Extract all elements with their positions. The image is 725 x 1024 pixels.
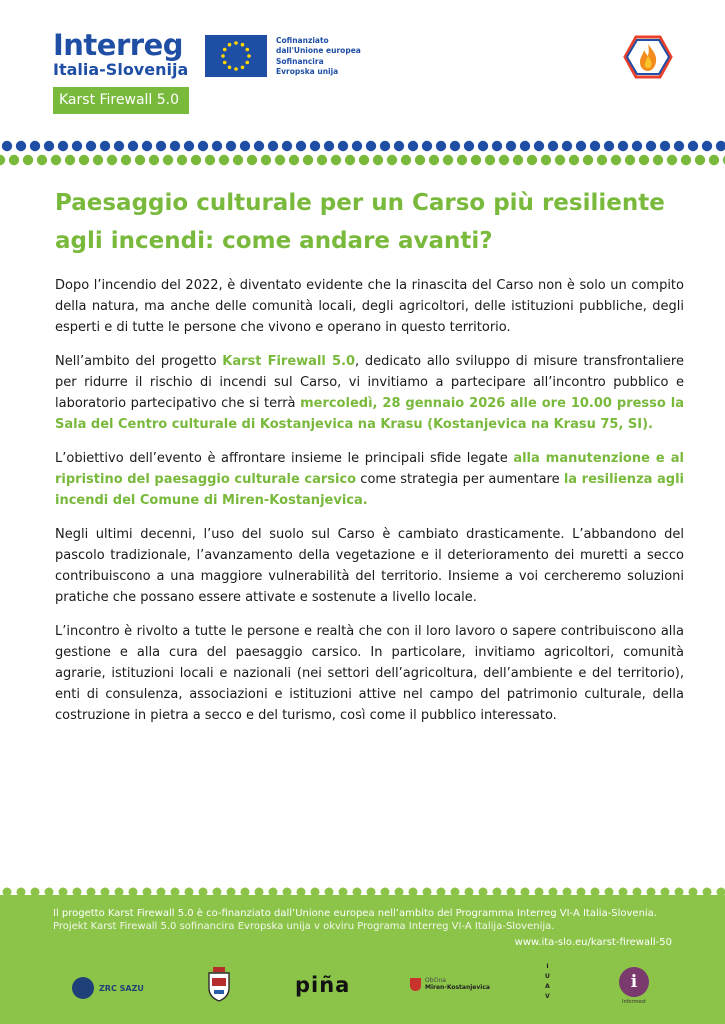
informest-label: Informest bbox=[622, 999, 646, 1005]
project-badge: Karst Firewall 5.0 bbox=[53, 87, 189, 114]
miren-label: Miren-Kostanjevica bbox=[425, 984, 490, 991]
paragraph-2 bbox=[55, 351, 684, 435]
paragraph-4: Negli ultimi decenni, l’uso del suolo sul Carso è cambiato drasticamente. L’abbandono del pascolo tradizionale, l’avanzamento della vegetazione e il deterioramento dei muretti a secco contribuiscono a una maggiore vulnerabilità del territorio. Insieme a voi cercheremo soluzioni pratiche che possano essere attivate e sostenute a livello locale. bbox=[55, 527, 684, 605]
zrc-label: ZRC SAZU bbox=[99, 983, 144, 993]
interreg-subtitle: Italia-Slovenija bbox=[53, 60, 189, 79]
zrc-globe-icon bbox=[72, 977, 94, 999]
article-body bbox=[55, 275, 684, 739]
eu-text-line: Cofinanziato bbox=[276, 36, 329, 45]
paragraph-2-text: Nell’ambito del progetto bbox=[55, 354, 223, 369]
eu-text-line: dall'Unione europea bbox=[276, 46, 361, 55]
info-circle-icon: i bbox=[619, 967, 649, 997]
eu-text-line: Sofinancira bbox=[276, 57, 324, 66]
partner-logo-informest bbox=[619, 967, 649, 1005]
iuav-letter: U bbox=[545, 973, 550, 980]
project-name-highlight: Karst Firewall 5.0 bbox=[222, 354, 355, 369]
coat-of-arms-icon bbox=[206, 966, 232, 1002]
partner-logo-miren-kostanjevica bbox=[410, 977, 490, 991]
footer-url-link[interactable]: www.ita-slo.eu/karst-firewall-50 bbox=[514, 937, 672, 948]
eu-flag-icon bbox=[205, 35, 267, 77]
iuav-letter: A bbox=[545, 983, 550, 990]
footer bbox=[0, 895, 725, 1024]
paragraph-2-text: , dedicato allo sviluppo di misure transfrontaliere per ridurre il rischio di incendi sul Carso, vi invitiamo a partecipare all’incontro pubblico e laboratorio partecipativo che si terrà bbox=[55, 354, 684, 411]
footer-line-slovenian: Projekt Karst Firewall 5.0 sofinancira Evropska unija v okviru Programa Interreg VI-A Italija-Slovenija. bbox=[53, 921, 555, 932]
paragraph-3-text: come strategia per aumentare bbox=[356, 472, 564, 487]
eu-cofinancing-text bbox=[276, 36, 361, 77]
footer-line-italian: Il progetto Karst Firewall 5.0 è co-finanziato dall’Unione europea nell’ambito del Programma Interreg VI-A Italia-Slovenia. bbox=[53, 908, 657, 919]
paragraph-1: Dopo l’incendio del 2022, è diventato evidente che la rinascita del Carso non è solo un compito della natura, ma anche delle comunità locali, degli agricoltori, delle istituzioni pubbliche, degli esperti e di tutte le persone che vivono e operano in questo territorio. bbox=[55, 278, 684, 335]
decorative-dot-border-top bbox=[0, 139, 725, 167]
iuav-letter: V bbox=[545, 993, 550, 1000]
miren-label-small: Občina bbox=[425, 977, 446, 984]
iuav-letter: I bbox=[546, 963, 549, 970]
footer-cofinancing bbox=[53, 907, 693, 933]
maintenance-highlight: alla manutenzione e al ripristino del paesaggio culturale carsico bbox=[55, 451, 684, 487]
miren-text bbox=[425, 977, 490, 991]
resilience-highlight: la resilienza agli incendi del Comune di Miren-Kostanjevica. bbox=[55, 472, 684, 508]
partner-logo-zrc-sazu bbox=[72, 977, 144, 999]
event-date-highlight: mercoledì, 28 gennaio 2026 alle ore 10.00 presso la Sala del Centro culturale di Kostanjevica na Krasu (Kostanjevica na Krasu 75, SI). bbox=[55, 396, 684, 432]
paragraph-5: L’incontro è rivolto a tutte le persone e realtà che con il loro lavoro o sapere contribuiscono alla gestione e alla cura del paesaggio carsico. In particolare, invitiamo agricoltori, comunità agrarie, istituzioni locali e nazionali (nei settori dell’agricoltura, dell’ambiente e del territorio), enti di consulenza, associazioni e istituzioni attive nel campo del patrimonio culturale, della costruzione in pietra a secco e del turismo, così come il pubblico interessato. bbox=[55, 624, 684, 723]
interreg-wordmark: Interreg bbox=[53, 28, 183, 62]
eu-text-line: Evropska unija bbox=[276, 67, 339, 76]
page-title: Paesaggio culturale per un Carso più resiliente agli incendi: come andare avanti? bbox=[55, 190, 665, 254]
partner-logo-pina: piña bbox=[295, 973, 351, 997]
paragraph-3-text: L’obiettivo dell’evento è affrontare insieme le principali sfide legate bbox=[55, 451, 514, 466]
partner-logo-iuav bbox=[545, 962, 550, 1002]
paragraph-3 bbox=[55, 448, 684, 511]
miren-shield-icon bbox=[410, 978, 421, 991]
interreg-logo bbox=[53, 30, 193, 79]
fire-hexagon-icon bbox=[623, 34, 673, 80]
